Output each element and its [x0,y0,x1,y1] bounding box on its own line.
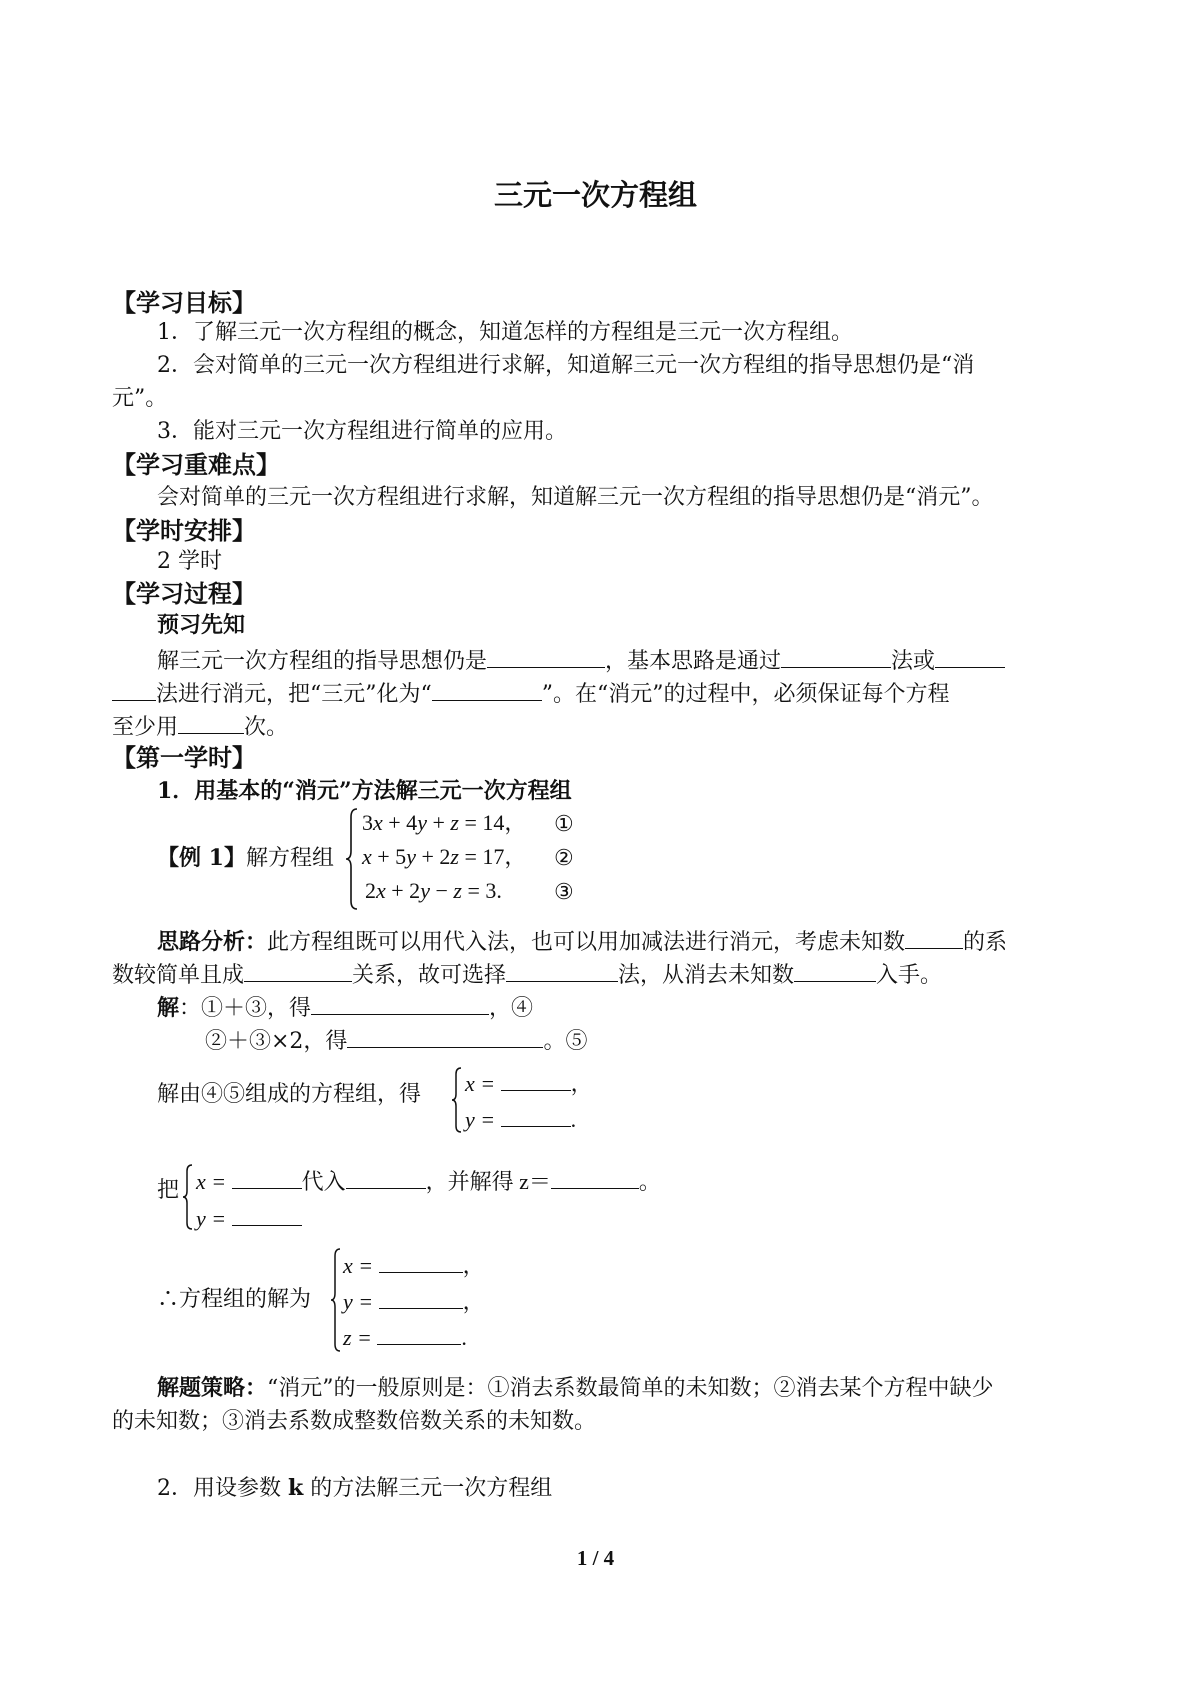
final-x-row [343,1250,485,1280]
fill-blank [311,992,489,1015]
analysis-line1 [157,926,1007,957]
parameter-k: k [288,1475,304,1501]
solution-line1 [157,992,533,1023]
preview-text: 法或 [891,649,936,674]
page-title: 三元一次方程组 [493,178,697,212]
comma: ， [462,1253,485,1278]
analysis-text: 数较简单且成 [112,963,245,988]
analysis-text: 的系 [963,930,1008,955]
preview-text: 次。 [244,715,289,740]
analysis-text: 法，从消去未知数 [618,963,795,988]
left-brace-xy [451,1066,463,1134]
analysis-label: 思路分析： [157,930,268,955]
analysis-text: 关系，故可选择 [352,963,507,988]
y-label: y = [196,1206,227,1231]
solution-text: 。⑤ [543,1029,588,1054]
part1-heading-text: 1．用基本的“消元”方法解三元一次方程组 [157,778,572,804]
part2-heading-text: 的方法解三元一次方程组 [303,1476,553,1501]
part2-heading [157,1474,552,1503]
example1-label: 【例 1】 [157,845,246,871]
fill-blank [346,1166,426,1189]
preview-heading: 预习先知 [157,613,246,638]
xy-x-row [465,1068,593,1098]
fill-blank [379,1286,463,1309]
equation-2: x + 5y + 2z = 17， [362,844,527,869]
equation-marker-2: ② [554,846,574,871]
fill-blank [377,1322,461,1345]
analysis-text: 此方程组既可以用代入法，也可以用加减法进行消元，考虑未知数 [267,930,906,955]
substitute-text: ，并解得 z＝ [425,1169,551,1194]
fill-blank [501,1068,571,1091]
z-label: z = [343,1325,372,1350]
fill-blank [781,645,891,668]
strategy-text: “消元”的一般原则是：①消去系数最简单的未知数；②消去某个方程中缺少 [267,1376,994,1401]
substitute-text: 。 [638,1169,661,1194]
left-brace-final [330,1247,342,1353]
solution-text: ②＋③×2，得 [205,1029,348,1054]
solution-text: ，④ [489,996,534,1021]
section-process-heading: 【学习过程】 [112,580,256,608]
part1-heading [157,777,572,806]
final-solution-prefix: ∴方程组的解为 [157,1287,312,1312]
fill-blank [347,1025,543,1048]
preview-text: 法进行消元，把“三元”化为“ [156,682,432,707]
equation-marker-3: ③ [554,880,574,905]
period: . [461,1325,467,1350]
equation-marker-1: ① [554,812,574,837]
objective-1: 1．了解三元一次方程组的概念，知道怎样的方程组是三元一次方程组。 [157,320,853,345]
preview-text: ，基本思路是通过 [605,649,782,674]
y-label: y = [465,1107,496,1132]
page-number: 1 / 4 [576,1546,615,1570]
fill-blank [178,711,244,734]
objective-2-line1: 2．会对简单的三元一次方程组进行求解，知道解三元一次方程组的指导思想仍是“消 [157,353,975,378]
x-label: x = [465,1071,496,1096]
section-objectives-heading: 【学习目标】 [112,289,256,317]
keypoints-text: 会对简单的三元一次方程组进行求解，知道解三元一次方程组的指导思想仍是“消元”。 [157,485,994,510]
objective-2-line2: 元”。 [112,386,168,411]
fill-blank [501,1104,571,1127]
period: . [570,1107,577,1132]
part2-heading-text: 2．用设参数 [157,1476,288,1501]
sub-y-row [196,1203,302,1233]
final-z-row [343,1322,467,1352]
preview-text: 至少用 [112,715,179,740]
strategy-line2: 的未知数；③消去系数成整数倍数关系的未知数。 [112,1409,597,1434]
fill-blank [232,1166,302,1189]
substitute-text: 代入 [301,1169,346,1194]
comma: ， [570,1071,593,1096]
comma: ， [462,1289,485,1314]
x-label: x = [196,1169,227,1194]
strategy-line1 [157,1375,994,1403]
equation-1: 3x + 4y + z = 14， [362,810,527,835]
section-schedule-heading: 【学时安排】 [112,517,256,545]
fill-blank [506,959,618,982]
substitute-prefix: 把 [157,1178,180,1203]
fill-blank [244,959,352,982]
preview-line1 [157,645,1005,676]
left-brace-sub [182,1163,194,1231]
strategy-label: 解题策略： [157,1376,268,1401]
final-y-row [343,1286,485,1316]
analysis-text: 入手。 [876,963,943,988]
fill-blank [112,678,156,701]
section-keypoints-heading: 【学习重难点】 [112,451,280,479]
equation-3: 2x + 2y − z = 3. [365,878,502,903]
objective-3: 3．能对三元一次方程组进行简单的应用。 [157,419,567,444]
example1-text: 解方程组 [245,846,334,871]
analysis-line2 [112,959,942,990]
fill-blank [935,645,1005,668]
fill-blank [551,1166,639,1189]
preview-line3 [112,711,288,742]
schedule-text: 2 学时 [157,549,222,574]
fill-blank [905,926,963,949]
xy-y-row [465,1104,576,1134]
fill-blank [232,1203,302,1226]
y-label: y = [343,1289,374,1314]
solution-line3: 解由④⑤组成的方程组，得 [157,1082,422,1107]
left-brace-system [345,807,359,911]
fill-blank [487,645,605,668]
example1-label-line [157,844,334,873]
sub-x-row [196,1166,661,1196]
preview-text: 解三元一次方程组的指导思想仍是 [157,649,488,674]
preview-text: ”。在“消元”的过程中，必须保证每个方程 [541,682,950,707]
preview-line2 [112,678,950,709]
x-label: x = [343,1253,374,1278]
section-first-period-heading: 【第一学时】 [112,744,256,772]
fill-blank [794,959,876,982]
solution-label: 解 [157,996,180,1021]
fill-blank [432,678,542,701]
solution-line2 [205,1025,587,1056]
solution-text: ：①＋③，得 [179,996,312,1021]
fill-blank [379,1250,463,1273]
